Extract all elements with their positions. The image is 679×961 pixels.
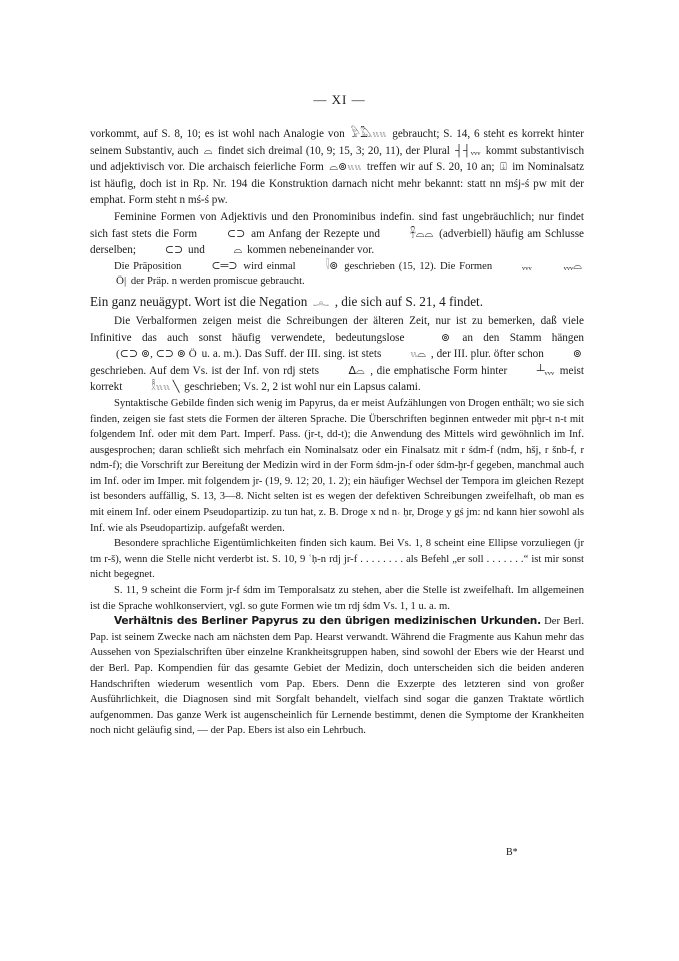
plural-hieroglyph-icon: ┤┤ᵥᵥᵥ <box>455 144 481 157</box>
preposition-hieroglyph-icon: ⊂═⊃ <box>211 259 238 272</box>
feminine-suffix-hieroglyph-icon: ⊂⊃ <box>226 227 246 240</box>
paragraph-8: S. 11, 9 scheint die Form jr-f śdm im Temporalsatz zu stehen, aber die Stelle ist zweifelhaft. Im allgemeinen ist die Sprache wohlkonserviert, vgl. so gute Formen wie tm rdj śdm Vs. 1, 1 u. a. m. <box>90 585 584 612</box>
negation-hieroglyph-icon: 𓂜 <box>312 296 330 309</box>
pw-hieroglyph-icon: ⍗ <box>500 161 507 174</box>
paragraph-1: vorkommt, auf S. 8, 10; es ist wohl nach Analogie von 𓅱𓅓𓏭𓏭 gebraucht; S. 14, 6 steht es korrekt hinter seinem Substantiv, auch ⌓ findet sich dreimal (10, 9; 15, 3; 20, 11), der Plural ┤┤ᵥᵥᵥ kommt substantivisch und adjektivisch vor. Die archaisch feierliche Form ⌓⊚𓏭𓏭 treffen wir auf S. 20, 10 an; ⍗ im Nominalsatz ist häufig, doch ist in Rp. Nr. 194 die Konstruktion darnach nicht mehr bekannt: statt nn mśj-ś pw mit der emphat. Form steht n mś-ś pw. <box>90 128 585 207</box>
section-heading: Verhältnis des Berliner Papyrus zu den übrigen medizinischen Urkunden. <box>114 615 541 628</box>
adverb-hieroglyph-icon: 𓋹⌓⌓ <box>409 227 434 240</box>
t-under-hieroglyph-icon: ⌓ <box>233 244 243 257</box>
emphatic-form-hieroglyph-icon: 𓎛𓏭𓏭 ╲ <box>151 381 180 394</box>
t-sign-hieroglyph-icon: ⌓ <box>203 144 213 157</box>
stem-hieroglyph-icon: ⊚ <box>440 331 451 344</box>
bird-hieroglyph-icon: 𓅱𓅓𓏭𓏭 <box>350 128 387 140</box>
rdj-hieroglyph-icon: ᐃ⌓ <box>348 364 365 377</box>
paragraph-3: Die Präposition ⊂═⊃ wird einmal 𓇋⊚ geschrieben (15, 12). Die Formen ᵥᵥᵥ ᵥᵥᵥ⌓ Ö| der Präp. n werden promiscue gebraucht. <box>90 259 584 290</box>
paragraph-4: Ein ganz neuägypt. Wort ist die Negation 𓂜 , die sich auf S. 21, 4 findet. <box>90 292 584 313</box>
paragraph-7: Besondere sprachliche Eigentümlichkeiten finden sich kaum. Bei Vs. 1, 8 scheint eine Ellipse vorzuliegen (jr tm r-š), wenn die Stelle nicht verderbt ist. S. 10, 9 ʿḥ-n rdj jr-f . . . . . . . . als Befehl „er soll . . . . . . .“ ist mir sonst nicht begegnet. <box>90 538 584 581</box>
iw-hieroglyph-icon: 𓇋⊚ <box>325 259 339 272</box>
water-t-hieroglyph-icon: ᵥᵥᵥ⌓ <box>563 259 582 272</box>
page-number: — XI — <box>313 92 366 107</box>
signature-mark: B* <box>506 847 518 858</box>
body-text <box>90 126 584 739</box>
paragraph-6: Syntaktische Gebilde finden sich wenig im Papyrus, da er meist Aufzählungen von Drogen enthält; wo sie sich finden, zeigen sie fast stets die Formen der älteren Sprache. Die Überschriften beginnen entweder mit pḫr-t n-t mit folgendem Inf. oder mit dem Part. Imperf. Pass. (jr-t, dd-t); die Anwendung des Mittels wird gewöhnlich im Inf. ausgesprochen; daran schließt sich mehrfach ein Nominalsatz oder ein Finalsatz mit r śdm-f (ndm, hšj, r šnb-f, r ndm-f); die Vorschrift zur Bereitung der Medizin wird in der Form śdm-jn-f oder śdm-ḫr-f gegeben, manchmal auch im Inf. oder im Imper. mit folgendem jr- (19, 9. 12; 20, 1. 2); ein häufiger Wechsel der Tempora im gleichen Rezept ist besonders auffällig, S. 13, 3—8. Nicht selten ist es wegen der defektiven Schreibungen zweifelhaft, ob man es mit einem Inf. oder einem Pseudopartizip. zu tun hat, z. B. Droge x nd n˓ ḥr, Droge y gś jm: nd kann hier sowohl als Inf. wie als Pseudopartizip. aufgefaßt werden. <box>90 397 584 534</box>
paragraph-2: Feminine Formen von Adjektivis und den Pronominibus indefin. sind fast ungebräuchlich; nur findet sich fast stets die Form ⊂⊃ am Anfang der Rezepte und 𓋹⌓⌓ (adverbiell) häufig am Schlusse derselben; ⊂⊃ und ⌓ kommen nebeneinander vor. <box>90 209 584 259</box>
water-hieroglyph-icon: ᵥᵥᵥ <box>522 259 532 272</box>
paragraph-9: Verhältnis des Berliner Papyrus zu den übrigen medizinischen Urkunden. Der Berl. Pap. ist seinem Zwecke nach am nächsten dem Pap. Hearst verwandt. Während die Fragmente aus Kahun mehr das Aussehen von Spezialschriften über einzelne Krankheitsgruppen haben, sind sowohl der Ebers wie der Hearst und der Berl. Pap. Kompendien für das gesamte Gebiet der Medizin, doch unterscheiden sich die beiden anderen Handschriften wiederum wesentlich vom Pap. Ebers. Denn die Exzerpte des letzteren sind von großer Ausführlichkeit, die Diagnosen sind mit Sorgfalt behandelt, vielfach sind sogar die ganzen Traktate wörtlich aufgenommen. Das ganze Werk ist augenscheinlich für Lernende bestimmt, denen die Symptome der Krankheiten noch nicht geläufig sind, — der Pap. Ebers ist also ein Lehrbuch. <box>90 615 584 737</box>
plural-suffix-hieroglyph-icon: ⊚ <box>572 348 582 361</box>
suffix-f-hieroglyph-icon: 𓏭⌓ <box>410 348 426 361</box>
pot-hieroglyph-icon: Ö| <box>116 275 127 288</box>
archaic-form-hieroglyph-icon: ⌓⊚𓏭𓏭 <box>329 161 362 174</box>
mouth-hieroglyph-icon: ⊂⊃ <box>164 244 184 257</box>
infinitive-hieroglyph-icon: (⊂⊃ ⊚, ⊂⊃ ⊚ Ö <box>116 348 197 361</box>
paragraph-5: Die Verbalformen zeigen meist die Schreibungen der älteren Zeit, nur ist zu bemerken, daß viele Infinitive das auch sonst häufig verwendete, bedeutungslose ⊚ an den Stamm hängen (⊂⊃ ⊚, ⊂⊃ ⊚ Ö u. a. m.). Das Suff. der III. sing. ist stets 𓏭⌓ , der III. plur. öfter schon ⊚ geschrieben. Auf dem Vs. ist der Inf. von rdj stets ᐃ⌓ , die emphatische Form hinter ┴ᵥᵥᵥ meist korrekt 𓎛𓏭𓏭 ╲ geschrieben; Vs. 2, 2 ist wohl nur ein Lapsus calami. <box>90 313 584 396</box>
preposition-n-hieroglyph-icon: ┴ᵥᵥᵥ <box>536 364 555 377</box>
